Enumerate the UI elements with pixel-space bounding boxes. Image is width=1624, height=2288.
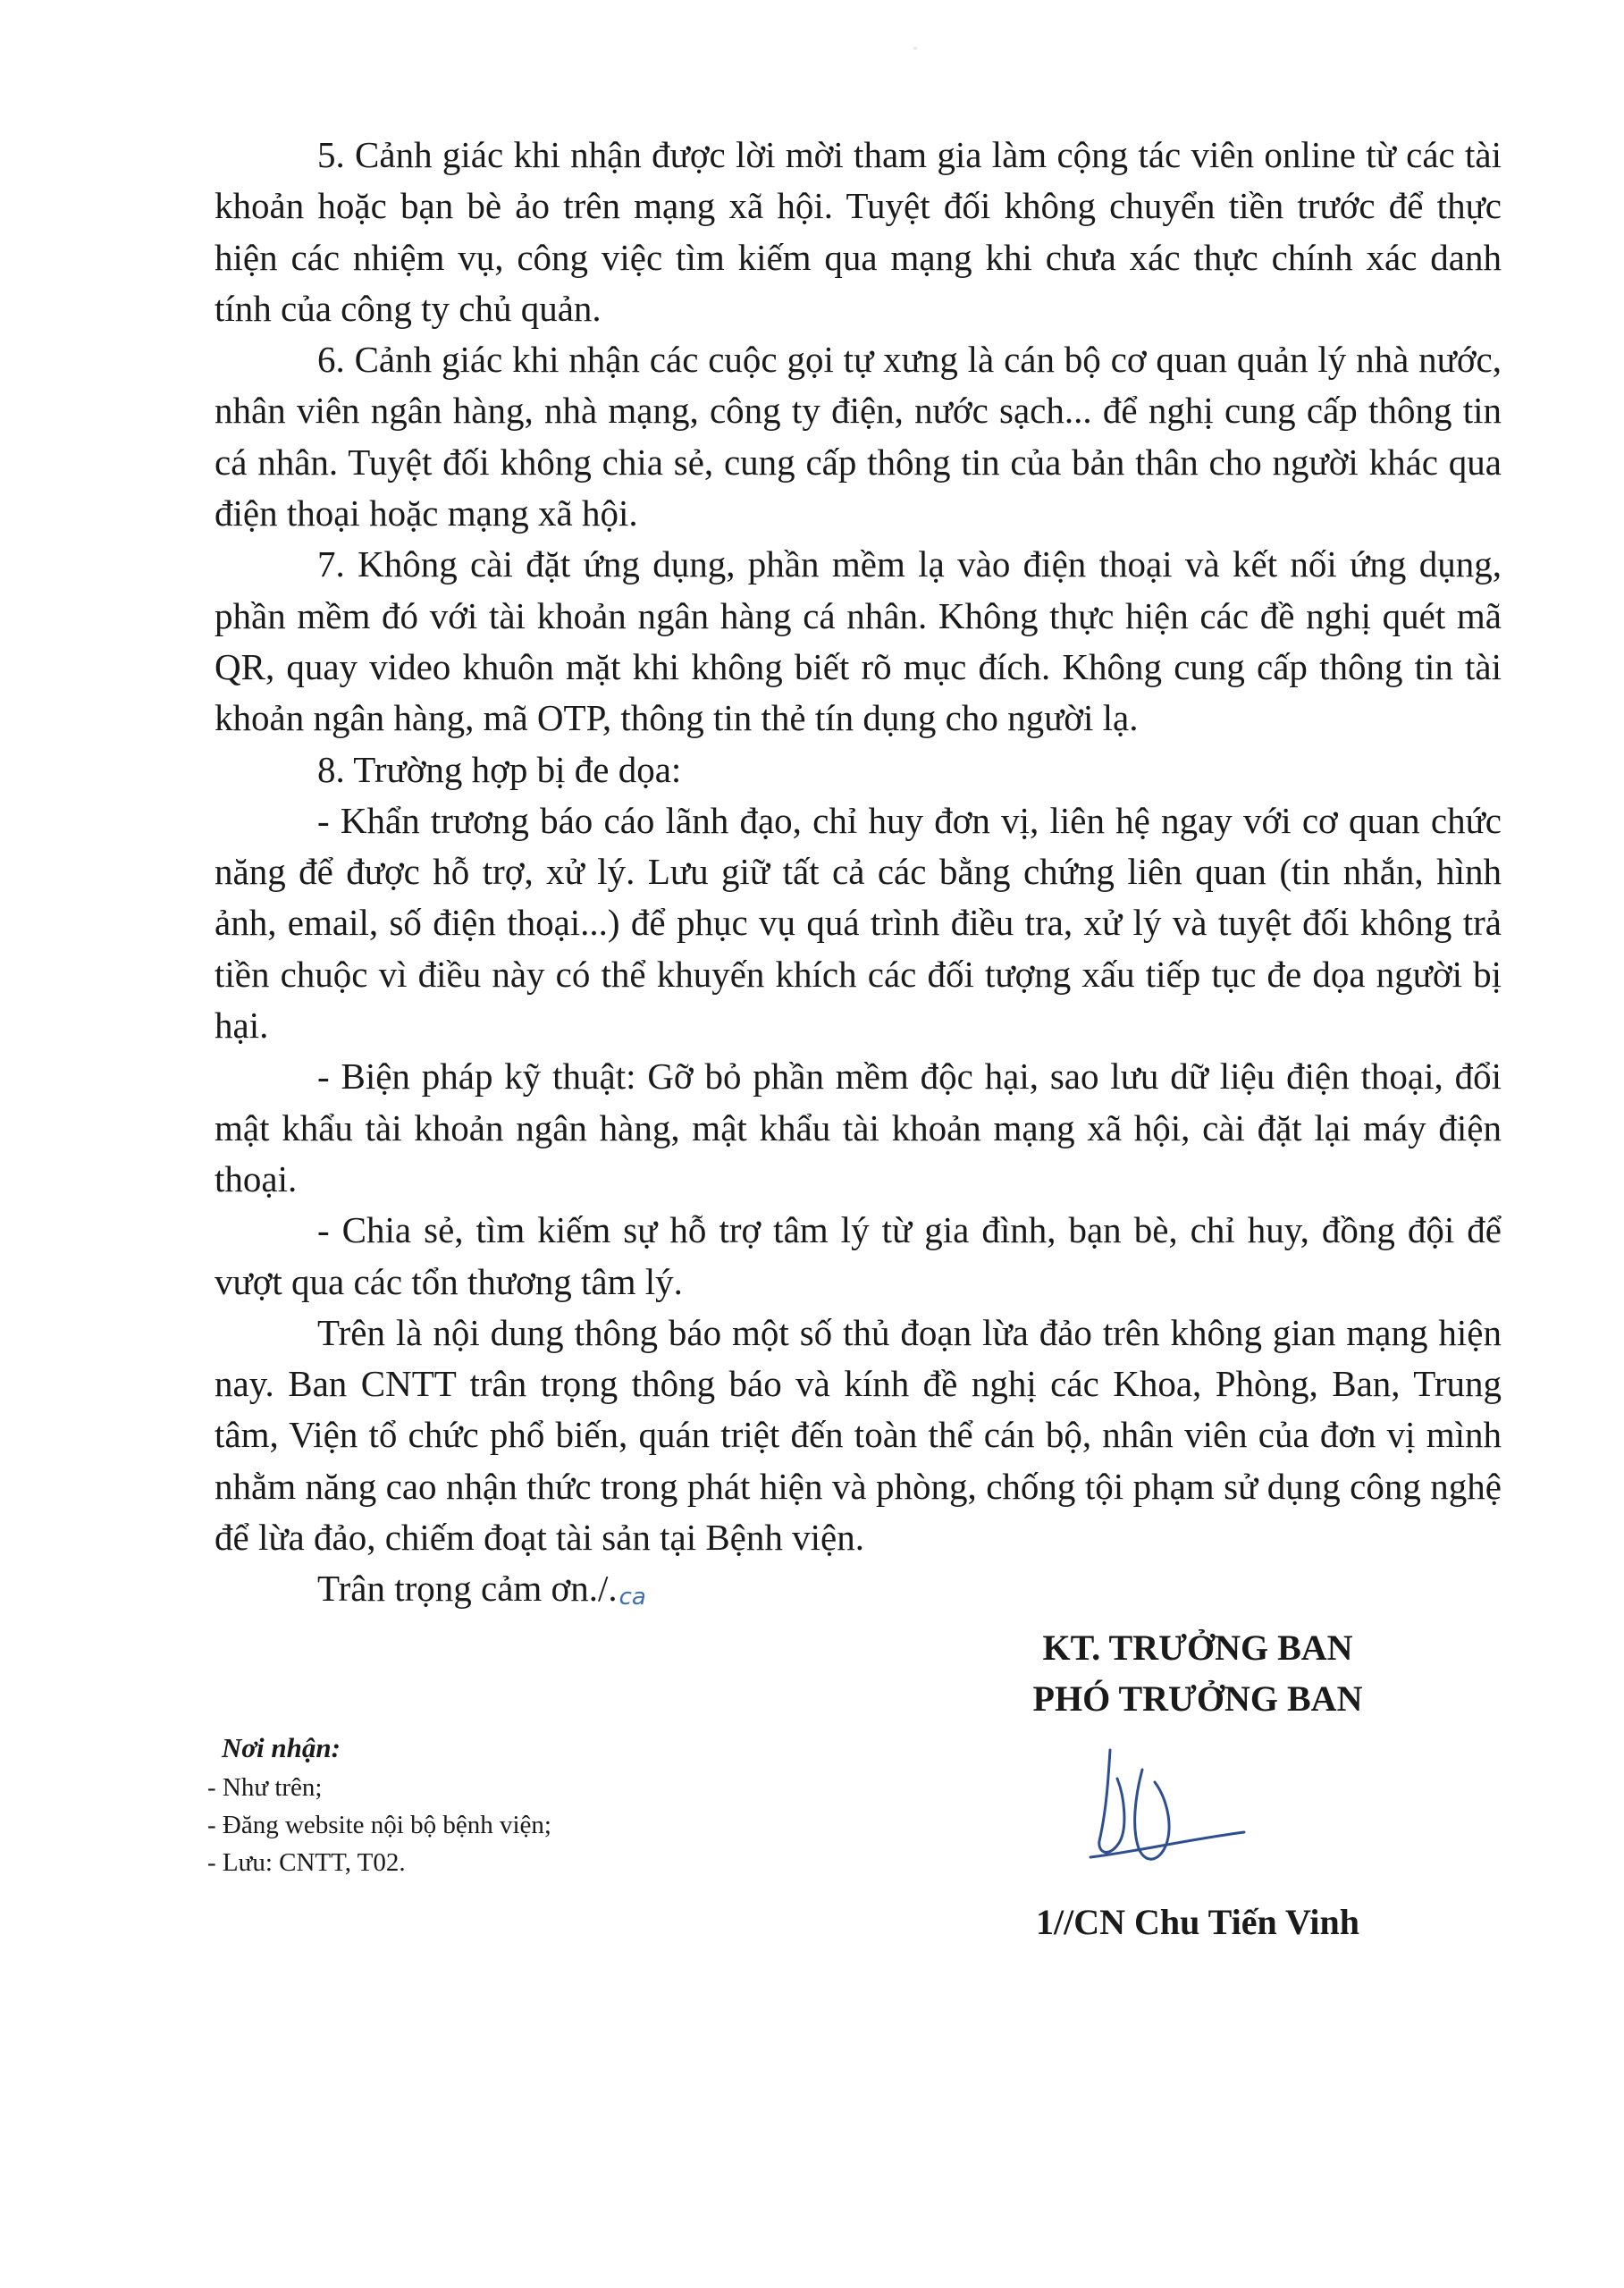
document-body	[215, 130, 1502, 1624]
paragraph-item-6: 6. Cảnh giác khi nhận các cuộc gọi tự xưng là cán bộ cơ quan quản lý nhà nước, nhân viên ngân hàng, nhà mạng, công ty điện, nước sạch... để nghị cung cấp thông tin cá nhân. Tuyệt đối không chia sẻ, cung cấp thông tin của bản thân cho người khác qua điện thoại hoặc mạng xã hội.	[215, 339, 1502, 534]
closing-line	[215, 1563, 1502, 1623]
recipient-item: - Đăng website nội bộ bệnh viện;	[207, 1811, 551, 1839]
recipient-item: - Như trên;	[207, 1773, 323, 1802]
signature-title-line-1: KT. TRƯỞNG BAN	[1042, 1628, 1353, 1668]
signature-title-line-2: PHÓ TRƯỞNG BAN	[1032, 1678, 1363, 1719]
paragraph-technical-measures: - Biện pháp kỹ thuật: Gỡ bỏ phần mềm độc hại, sao lưu dữ liệu điện thoại, đổi mật khẩu tài khoản ngân hàng, mật khẩu tài khoản mạng xã hội, cài đặt lại máy điện thoại.	[215, 1056, 1502, 1199]
closing-text: Trân trọng cảm ơn./.	[317, 1568, 618, 1610]
paragraph-item-8: 8. Trường hợp bị đe dọa:	[317, 748, 682, 790]
recipients-heading: Nơi nhận:	[222, 1732, 341, 1763]
scan-speck	[913, 46, 917, 50]
initial-mark-icon: ca	[618, 1584, 646, 1611]
paragraph-urgent-report: - Khẩn trương báo cáo lãnh đạo, chỉ huy đơn vị, liên hệ ngay với cơ quan chức năng để được hỗ trợ, xử lý. Lưu giữ tất cả các bằng chứng liên quan (tin nhắn, hình ảnh, email, số điện thoại...) để phục vụ quá trình điều tra, xử lý và tuyệt đối không trả tiền chuộc vì điều này có thể khuyến khích các đối tượng xấu tiếp tục đe dọa người bị hại.	[215, 799, 1502, 1047]
handwritten-signature-icon	[1073, 1743, 1269, 1877]
paragraph-conclusion: Trên là nội dung thông báo một số thủ đoạn lừa đảo trên không gian mạng hiện nay. Ban CNTT trân trọng thông báo và kính đề nghị các Khoa, Phòng, Ban, Trung tâm, Viện tổ chức phổ biến, quán triệt đến toàn thể cán bộ, nhân viên của đơn vị mình nhằm năng cao nhận thức trong phát hiện và phòng, chống tội phạm sử dụng công nghệ để lừa đảo, chiếm đoạt tài sản tại Bệnh viện.	[215, 1311, 1502, 1559]
paragraph-item-7: 7. Không cài đặt ứng dụng, phần mềm lạ vào điện thoại và kết nối ứng dụng, phần mềm đó với tài khoản ngân hàng cá nhân. Không thực hiện các đề nghị quét mã QR, quay video khuôn mặt khi không biết rõ mục đích. Không cung cấp thông tin tài khoản ngân hàng, mã OTP, thông tin thẻ tín dụng cho người lạ.	[215, 543, 1502, 739]
recipient-item: - Lưu: CNTT, T02.	[207, 1848, 406, 1877]
paragraph-item-5: 5. Cảnh giác khi nhận được lời mời tham gia làm cộng tác viên online từ các tài khoản hoặc bạn bè ảo trên mạng xã hội. Tuyệt đối không chuyển tiền trước để thực hiện các nhiệm vụ, công việc tìm kiếm qua mạng khi chưa xác thực chính xác danh tính của công ty chủ quản.	[215, 134, 1502, 329]
signature-title	[947, 1622, 1448, 1724]
recipients-block	[207, 1729, 551, 1881]
signer-name: 1//CN Chu Tiến Vinh	[1035, 1902, 1359, 1942]
paragraph-psychological-support: - Chia sẻ, tìm kiếm sự hỗ trợ tâm lý từ gia đình, bạn bè, chỉ huy, đồng đội để vượt qua các tổn thương tâm lý.	[215, 1209, 1502, 1302]
